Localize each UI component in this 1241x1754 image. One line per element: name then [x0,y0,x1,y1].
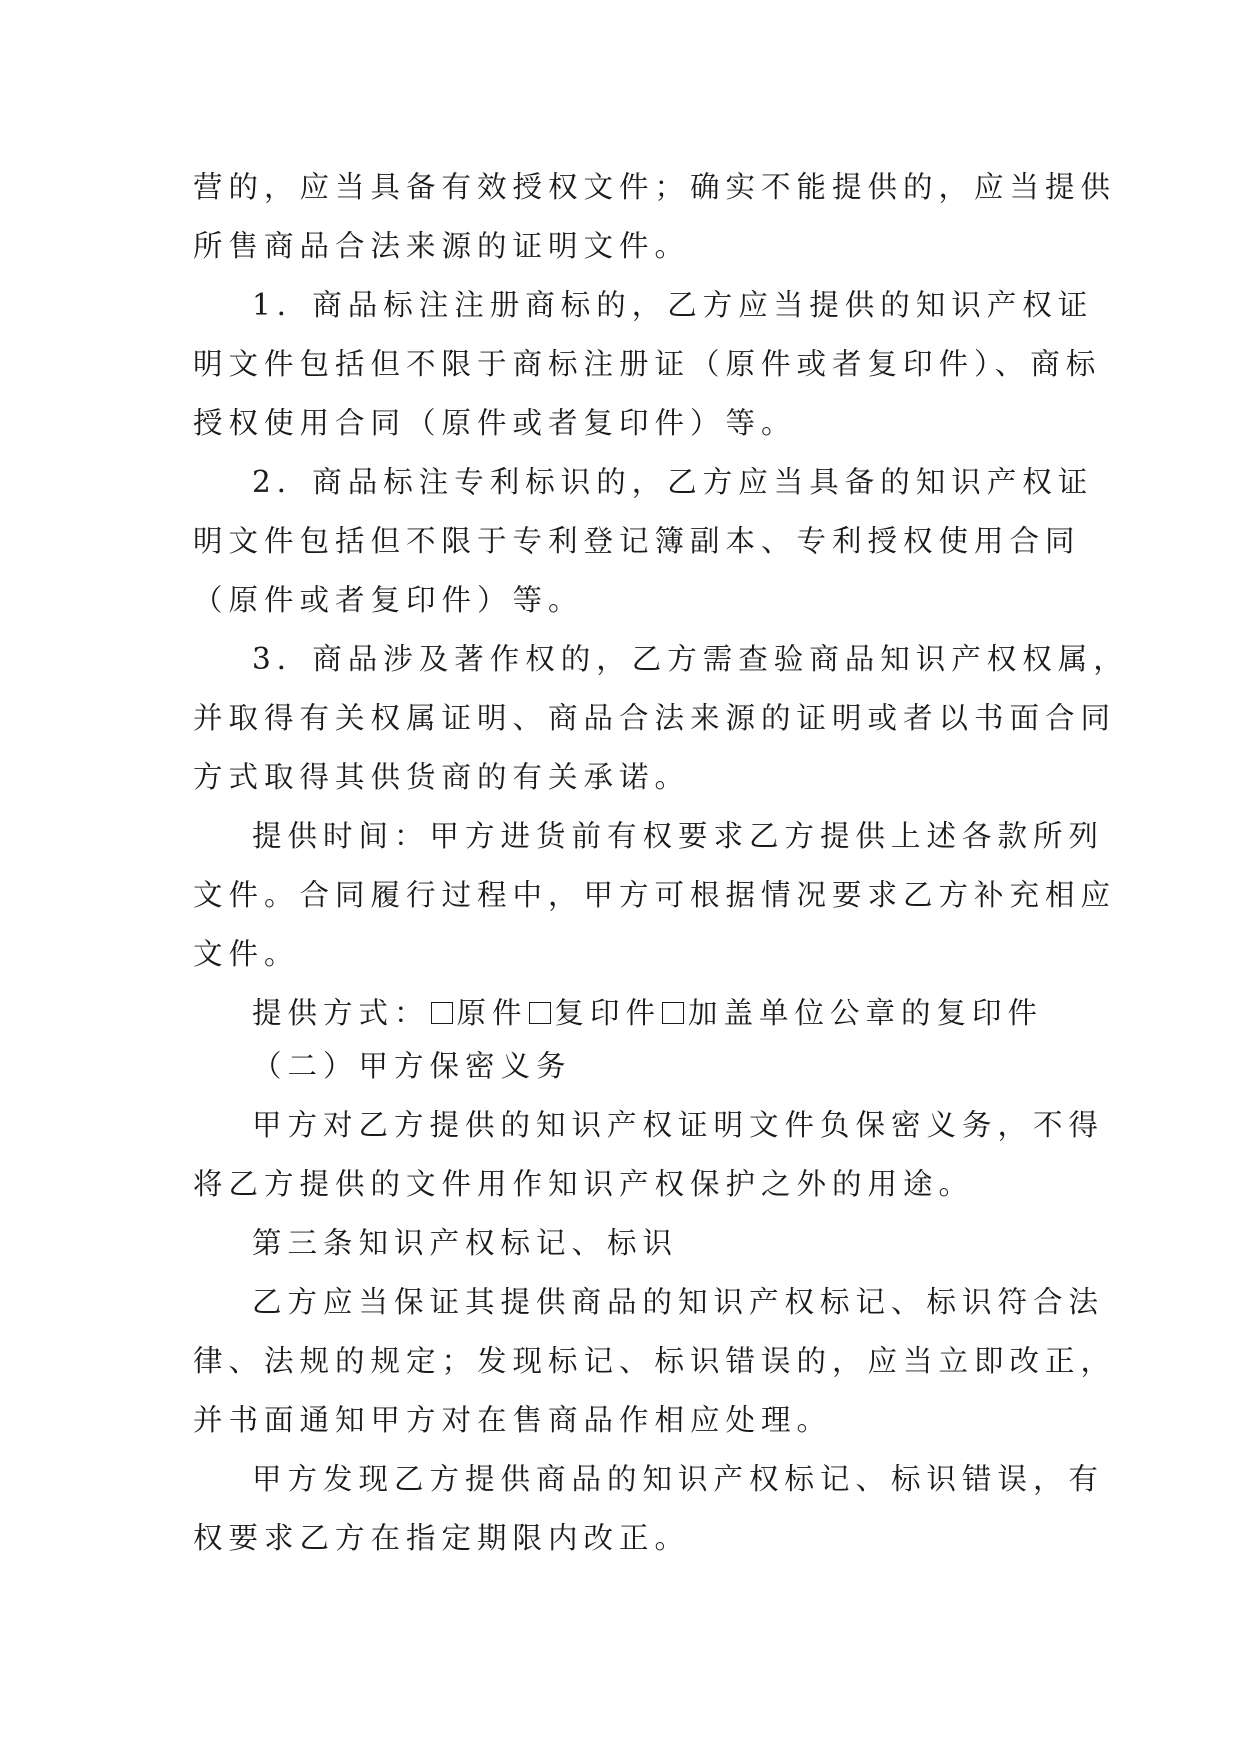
article-heading-marking [193,1214,1045,1273]
section-heading: （二）甲方保密义务 [252,1049,572,1083]
paragraph-provide-time [193,807,1117,984]
text-line: 甲方发现乙方提供商品的知识产权标记、标识错误，有 [252,1462,1105,1496]
option-copy-label: 复印件 [554,996,662,1030]
text-line: 营的，应当具备有效授权文件；确实不能提供的，应当提供 [193,170,1117,204]
text-line: 1．商品标注注册商标的，乙方应当提供的知识产权证 [252,288,1094,322]
text-line [193,984,1045,1043]
text-line: 提供时间：甲方进货前有权要求乙方提供上述各款所列 [252,819,1105,853]
text-line: （原件或者复印件）等。 [193,583,584,617]
text-line: 方式取得其供货商的有关承诺。 [193,760,691,794]
checkbox-stamped-copy[interactable] [662,1002,684,1024]
document-page [193,158,1129,1568]
checkbox-original[interactable] [431,1002,453,1024]
paragraph-authorization [193,158,1117,276]
section-heading-confidentiality [193,1037,1045,1096]
provide-method-label: 提供方式： [252,996,430,1030]
article-heading: 第三条知识产权标记、标识 [252,1226,679,1260]
option-original-label: 原件 [456,996,528,1030]
paragraph-trademark [193,276,1102,453]
paragraph-confidentiality [193,1096,1105,1214]
text-line: 乙方应当保证其提供商品的知识产权标记、标识符合法 [252,1285,1105,1319]
text-line: 甲方对乙方提供的知识产权证明文件负保密义务，不得 [252,1108,1105,1142]
text-line: 2．商品标注专利标识的，乙方应当具备的知识产权证 [252,465,1094,499]
paragraph-provide-method [193,984,1045,1043]
text-line: 明文件包括但不限于专利登记簿副本、专利授权使用合同 [193,524,1081,558]
text-line: 授权使用合同（原件或者复印件）等。 [193,406,797,440]
option-stamped-copy-label: 加盖单位公章的复印件 [688,996,1044,1030]
text-line: 并取得有关权属证明、商品合法来源的证明或者以书面合同 [193,701,1117,735]
text-line: 所售商品合法来源的证明文件。 [193,229,691,263]
paragraph-copyright [193,630,1129,807]
paragraph-marking-guarantee [193,1273,1117,1450]
text-line: 律、法规的规定；发现标记、标识错误的，应当立即改正， [193,1344,1117,1378]
text-line: 将乙方提供的文件用作知识产权保护之外的用途。 [193,1167,975,1201]
checkbox-copy[interactable] [529,1002,551,1024]
text-line: 明文件包括但不限于商标注册证（原件或者复印件）、商标 [193,347,1102,381]
text-line: 权要求乙方在指定期限内改正。 [193,1521,691,1555]
text-line: 3．商品涉及著作权的，乙方需查验商品知识产权权属， [252,642,1129,676]
paragraph-marking-correction [193,1450,1105,1568]
text-line: 文件。 [193,937,300,971]
paragraph-patent [193,453,1094,630]
text-line: 并书面通知甲方对在售商品作相应处理。 [193,1403,833,1437]
text-line: 文件。合同履行过程中，甲方可根据情况要求乙方补充相应 [193,878,1117,912]
